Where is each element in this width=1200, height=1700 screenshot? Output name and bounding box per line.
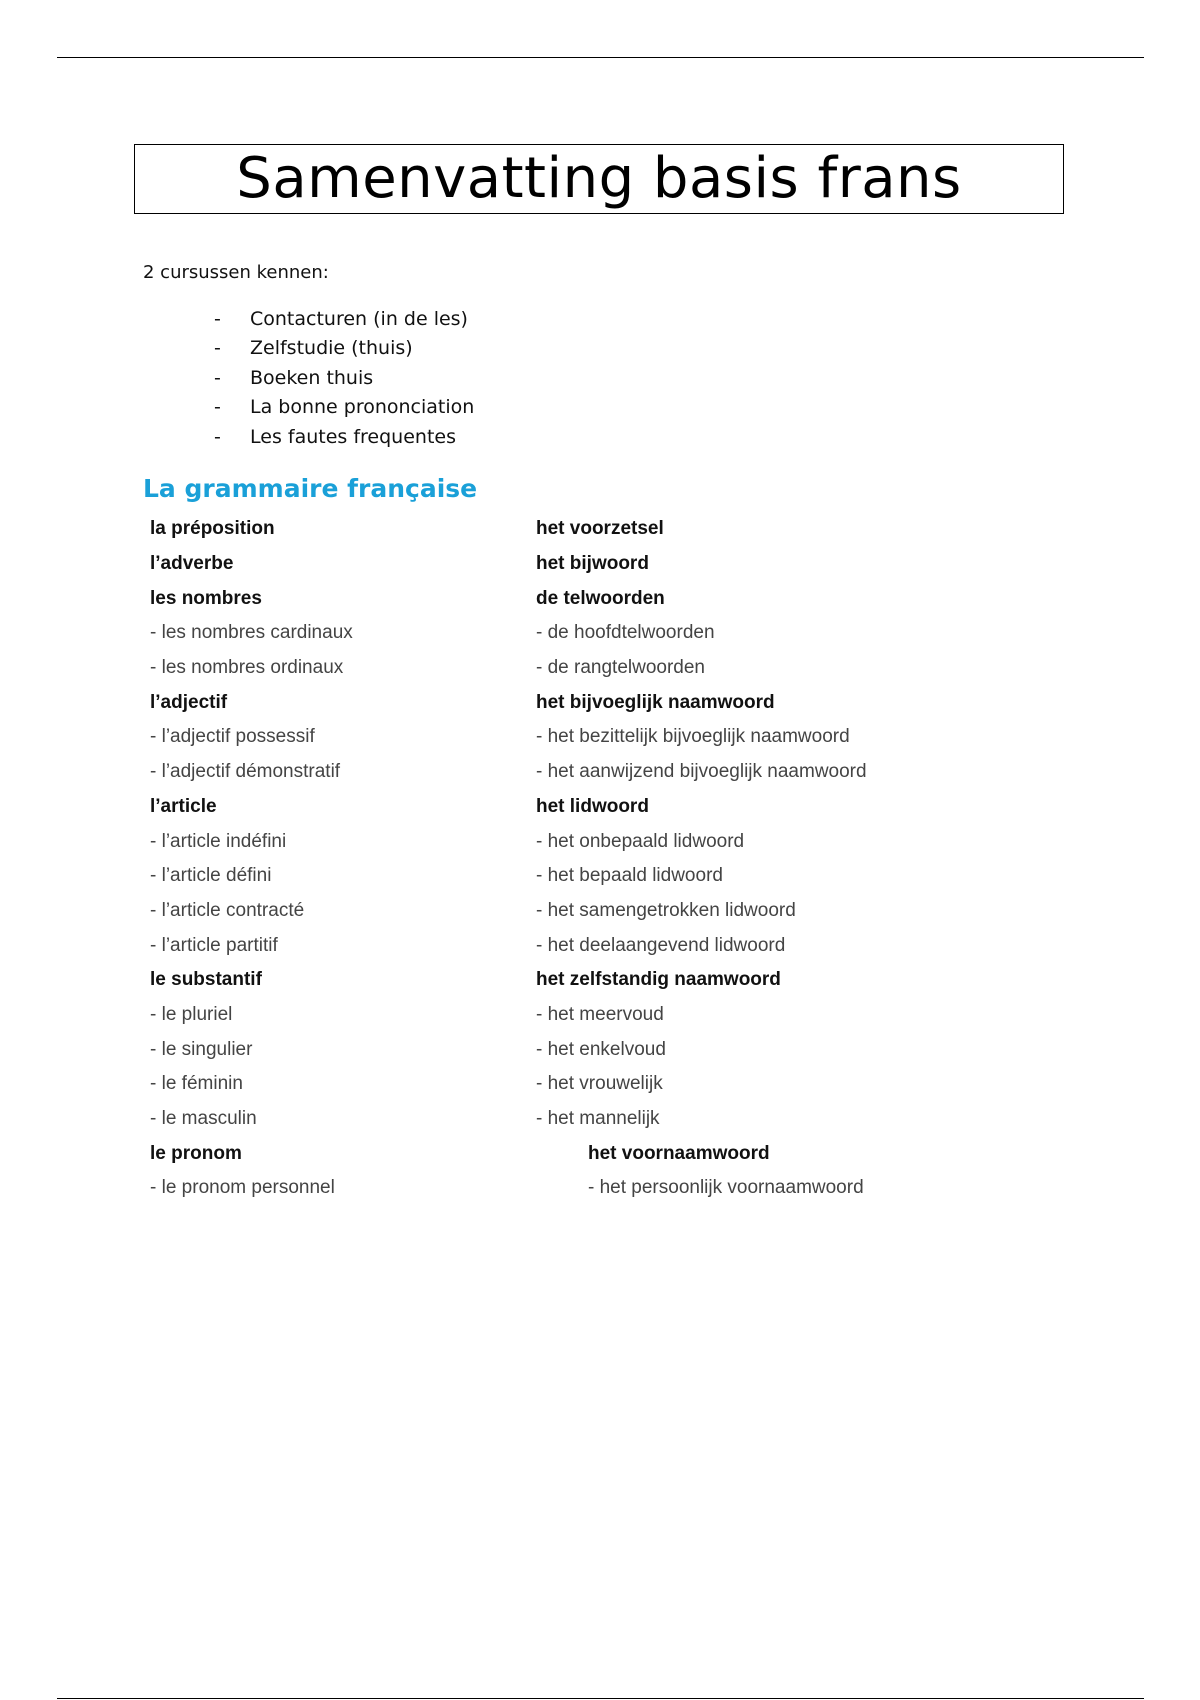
table-row: [150, 755, 950, 790]
table-row: [150, 685, 950, 720]
dutch-term: de telwoorden: [536, 587, 665, 609]
table-row: [150, 859, 950, 894]
top-rule: [57, 57, 1144, 58]
table-row: [150, 720, 950, 755]
dutch-term: - het bepaald lidwoord: [536, 865, 723, 887]
dutch-term: - het mannelijk: [536, 1108, 660, 1130]
course-list: [214, 304, 474, 452]
dutch-term: - de rangtelwoorden: [536, 657, 705, 679]
dutch-term: - het meervoud: [536, 1003, 664, 1025]
table-row: [150, 512, 950, 547]
table-row: [150, 651, 950, 686]
table-row: [150, 790, 950, 825]
dutch-term: het lidwoord: [536, 795, 649, 817]
bullet-marker: -: [214, 425, 221, 448]
table-row: [150, 1136, 950, 1171]
list-item-label: Boeken thuis: [250, 366, 374, 389]
dutch-term: - het vrouwelijk: [536, 1073, 663, 1095]
french-term: - l’article indéfini: [150, 830, 287, 852]
table-row: [150, 1032, 950, 1067]
list-item-label: La bonne prononciation: [250, 396, 475, 419]
dutch-term: het voorzetsel: [536, 518, 664, 540]
dutch-term: - het samengetrokken lidwoord: [536, 899, 796, 921]
section-heading: La grammaire française: [143, 474, 478, 503]
list-item-label: Les fautes frequentes: [250, 425, 456, 448]
french-term: l’adverbe: [150, 553, 234, 575]
french-term: le substantif: [150, 969, 262, 991]
french-term: - l’adjectif démonstratif: [150, 761, 341, 783]
french-term: - l’article partitif: [150, 934, 278, 956]
dutch-term: - het aanwijzend bijvoeglijk naamwoord: [536, 761, 867, 783]
grammar-table: [150, 512, 950, 1206]
table-row: [150, 824, 950, 859]
dutch-term: - het onbepaald lidwoord: [536, 830, 745, 852]
table-row: [150, 1171, 950, 1206]
french-term: les nombres: [150, 587, 262, 609]
dutch-term: het voornaamwoord: [588, 1142, 770, 1164]
french-term: l’adjectif: [150, 691, 228, 713]
table-row: [150, 963, 950, 998]
french-term: - le féminin: [150, 1073, 243, 1095]
intro-text: 2 cursussen kennen:: [143, 262, 329, 283]
french-term: - les nombres ordinaux: [150, 657, 344, 679]
dutch-term: het zelfstandig naamwoord: [536, 969, 781, 991]
french-term: le pronom: [150, 1142, 242, 1164]
table-row: [150, 616, 950, 651]
table-row: [150, 998, 950, 1033]
list-item-label: Contacturen (in de les): [250, 307, 468, 330]
bottom-rule: [57, 1698, 1144, 1699]
bullet-marker: -: [214, 337, 221, 360]
table-row: [150, 547, 950, 582]
table-row: [150, 894, 950, 929]
dutch-term: - het bezittelijk bijvoeglijk naamwoord: [536, 726, 850, 748]
french-term: - l’article défini: [150, 865, 272, 887]
dutch-term: - het persoonlijk voornaamwoord: [588, 1177, 864, 1199]
list-item: [214, 393, 474, 423]
list-item: [214, 334, 474, 364]
list-item: [214, 304, 474, 334]
bullet-marker: -: [214, 307, 221, 330]
list-item: [214, 422, 474, 452]
dutch-term: - het enkelvoud: [536, 1038, 666, 1060]
title-box: [134, 144, 1064, 214]
bullet-marker: -: [214, 396, 221, 419]
list-item-label: Zelfstudie (thuis): [250, 337, 413, 360]
dutch-term: - de hoofdtelwoorden: [536, 622, 715, 644]
french-term: - l’adjectif possessif: [150, 726, 315, 748]
dutch-term: het bijwoord: [536, 553, 649, 575]
table-row: [150, 1067, 950, 1102]
list-item: [214, 363, 474, 393]
table-row: [150, 581, 950, 616]
french-term: - le pronom personnel: [150, 1177, 335, 1199]
dutch-term: het bijvoeglijk naamwoord: [536, 691, 775, 713]
french-term: - les nombres cardinaux: [150, 622, 353, 644]
bullet-marker: -: [214, 366, 221, 389]
document-title: Samenvatting basis frans: [236, 146, 962, 211]
french-term: - le singulier: [150, 1038, 253, 1060]
french-term: la préposition: [150, 518, 275, 540]
french-term: - l’article contracté: [150, 899, 305, 921]
table-row: [150, 1102, 950, 1137]
table-row: [150, 928, 950, 963]
french-term: - le masculin: [150, 1108, 257, 1130]
french-term: - le pluriel: [150, 1003, 233, 1025]
french-term: l’article: [150, 795, 217, 817]
dutch-term: - het deelaangevend lidwoord: [536, 934, 786, 956]
